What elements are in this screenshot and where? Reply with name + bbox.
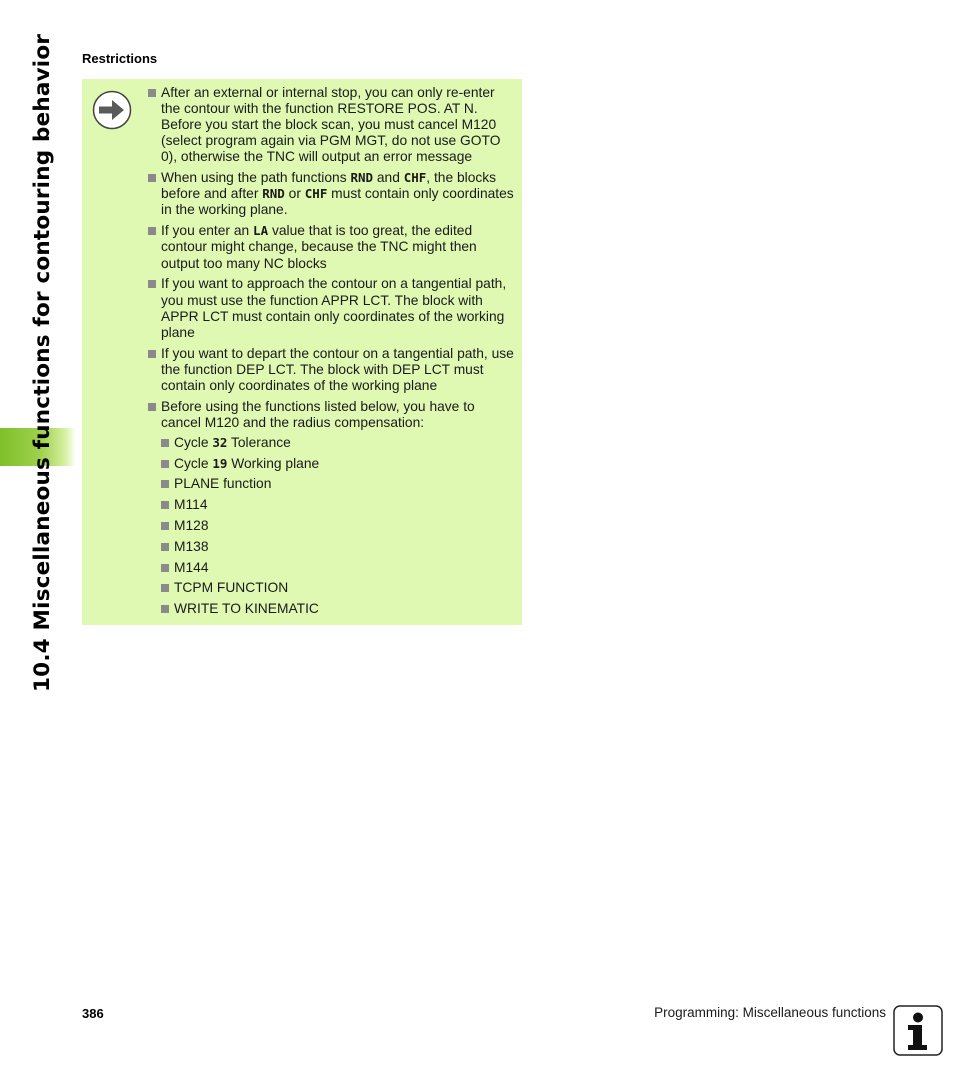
- sublist-item: Cycle 19 Working plane: [161, 456, 514, 477]
- bullet-icon: [161, 605, 169, 613]
- section-heading: Restrictions: [82, 51, 158, 66]
- code-cycle-19: 19: [212, 455, 228, 471]
- code-chf: CHF: [304, 186, 328, 202]
- sublist-item: M114: [161, 497, 514, 518]
- restrictions-note-box: [82, 79, 522, 625]
- bullet-icon: [148, 227, 156, 235]
- bullet-icon: [148, 280, 156, 288]
- bullet-icon: [148, 174, 156, 182]
- code-la: LA: [253, 223, 269, 239]
- page-number: 386: [82, 1006, 104, 1021]
- info-icon: [893, 1005, 943, 1056]
- functions-sublist: [161, 435, 514, 622]
- bullet-icon: [161, 564, 169, 572]
- list-item: Before using the functions listed below, you have to cancel M120 and the radius compensation: Cycle 32 Tolerance Cycle 19 Working plane PLANE function M114 M128 M138 M144 TCPM FUNCTION WRITE TO KINEMATIC: [148, 399, 514, 622]
- sublist-item: M138: [161, 539, 514, 560]
- footer-section-title: Programming: Miscellaneous functions: [654, 1005, 886, 1020]
- code-rnd: RND: [262, 186, 285, 202]
- bullet-icon: [161, 501, 169, 509]
- bullet-icon: [161, 460, 169, 468]
- code-cycle-32: 32: [212, 434, 228, 450]
- restrictions-list: [148, 85, 514, 627]
- sublist-item: M128: [161, 518, 514, 539]
- list-item: If you want to approach the contour on a tangential path, you must use the function APPR LCT. The block with APPR LCT must contain only coordinates of the working plane: [148, 276, 514, 340]
- sublist-item: M144: [161, 560, 514, 581]
- bullet-icon: [148, 89, 156, 97]
- bullet-icon: [161, 543, 169, 551]
- sublist-item: WRITE TO KINEMATIC: [161, 601, 514, 622]
- sublist-item: TCPM FUNCTION: [161, 580, 514, 601]
- code-chf: CHF: [403, 170, 427, 186]
- bullet-icon: [161, 480, 169, 488]
- list-item: If you want to depart the contour on a tangential path, use the function DEP LCT. The block with DEP LCT must contain only coordinates of the working plane: [148, 346, 514, 394]
- sublist-item: PLANE function: [161, 476, 514, 497]
- chapter-title: 10.4 Miscellaneous functions for contouring behavior: [30, 33, 55, 692]
- sublist-item: Cycle 32 Tolerance: [161, 435, 514, 456]
- bullet-icon: [161, 522, 169, 530]
- list-item: When using the path functions RND and CHF, the blocks before and after RND or CHF must contain only coordinates in the working plane.: [148, 170, 514, 218]
- bullet-icon: [161, 439, 169, 447]
- code-rnd: RND: [350, 170, 374, 186]
- list-item: After an external or internal stop, you can only re-enter the contour with the function RESTORE POS. AT N. Before you start the block scan, you must cancel M120 (select program again via PGM MGT, do not use GOTO 0), otherwise the TNC will output an error message: [148, 85, 514, 165]
- arrow-right-icon: [92, 90, 132, 130]
- bullet-icon: [161, 584, 169, 592]
- list-item: If you enter an LA value that is too great, the edited contour might change, because the TNC might then output too many NC blocks: [148, 223, 514, 271]
- bullet-icon: [148, 403, 156, 411]
- bullet-icon: [148, 350, 156, 358]
